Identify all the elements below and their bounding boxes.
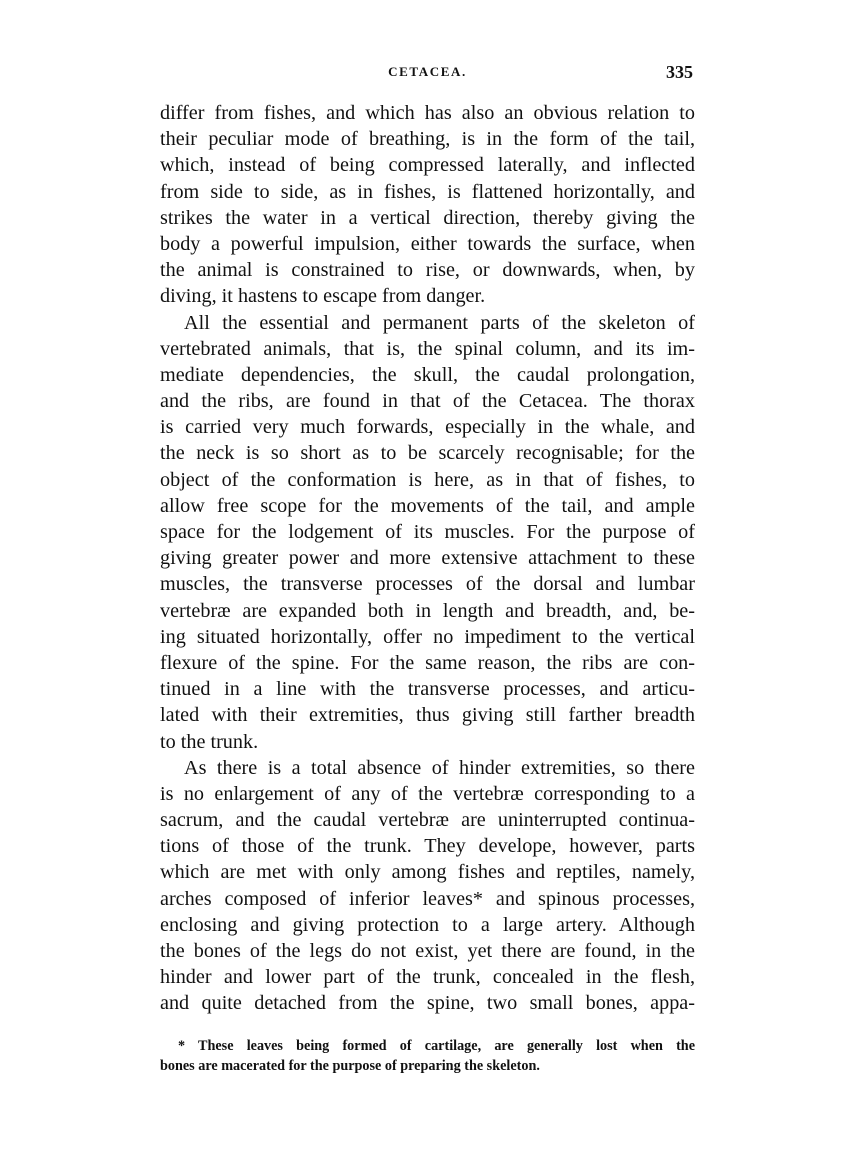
text-line: hinder and lower part of the trunk, concealed in the flesh,: [160, 966, 695, 989]
text-line: is no enlargement of any of the vertebræ corresponding to a: [160, 782, 695, 805]
text-line: from side to side, as in fishes, is flattened horizontally, and: [160, 180, 695, 203]
text-line: enclosing and giving protection to a large artery. Although: [160, 913, 695, 936]
text-line: their peculiar mode of breathing, is in the form of the tail,: [160, 128, 695, 151]
text-line: As there is a total absence of hinder extremities, so there: [184, 756, 695, 779]
text-line: which are met with only among fishes and reptiles, namely,: [160, 861, 695, 884]
text-line: mediate dependencies, the skull, the caudal prolongation,: [160, 363, 695, 386]
running-head: [160, 62, 695, 86]
text-line: lated with their extremities, thus giving still farther breadth: [160, 704, 695, 727]
text-line: is carried very much forwards, especially in the whale, and: [160, 416, 695, 439]
text-line: flexure of the spine. For the same reason, the ribs are con-: [160, 651, 695, 674]
text-line: the bones of the legs do not exist, yet there are found, in the: [160, 940, 695, 962]
page-number: 335: [666, 62, 693, 82]
text-line: the animal is constrained to rise, or downwards, when, by: [160, 259, 695, 282]
text-line: All the essential and permanent parts of the skeleton of: [184, 311, 695, 334]
text-line: vertebrated animals, that is, the spinal column, and its im-: [160, 337, 695, 360]
text-line: vertebræ are expanded both in length and breadth, and, be-: [160, 599, 695, 622]
text-line: arches composed of inferior leaves* and spinous processes,: [160, 887, 695, 910]
text-line: space for the lodgement of its muscles. For the purpose of: [160, 521, 695, 543]
text-line: the neck is so short as to be scarcely recognisable; for the: [160, 442, 695, 465]
running-title: CETACEA.: [388, 64, 467, 79]
text-line: diving, it hastens to escape from danger.: [160, 285, 486, 308]
text-line: and quite detached from the spine, two small bones, appa-: [160, 992, 695, 1015]
text-line: body a powerful impulsion, either towards the surface, when: [160, 232, 695, 255]
text-line: to the trunk.: [160, 730, 259, 753]
text-line: object of the conformation is here, as in that of fishes, to: [160, 468, 695, 491]
footnote: [160, 1036, 695, 1076]
body-text: [160, 100, 695, 1017]
text-line: tinued in a line with the transverse processes, and articu-: [160, 678, 695, 701]
text-line: allow free scope for the movements of the tail, and ample: [160, 494, 695, 517]
footnote-line: bones are macerated for the purpose of preparing the skeleton.: [160, 1058, 540, 1074]
text-line: ing situated horizontally, offer no impediment to the vertical: [160, 625, 695, 648]
text-line: tions of those of the trunk. They develope, however, parts: [160, 835, 695, 858]
text-line: differ from fishes, and which has also an obvious relation to: [160, 102, 695, 124]
text-line: muscles, the transverse processes of the dorsal and lumbar: [160, 573, 695, 596]
footnote-line: * These leaves being formed of cartilage, are generally lost when the: [178, 1038, 695, 1054]
text-line: and the ribs, are found in that of the Cetacea. The thorax: [160, 390, 695, 413]
text-line: strikes the water in a vertical direction, thereby giving the: [160, 206, 695, 229]
text-line: sacrum, and the caudal vertebræ are uninterrupted continua-: [160, 809, 695, 832]
text-line: which, instead of being compressed laterally, and inflected: [160, 154, 695, 177]
text-line: giving greater power and more extensive attachment to these: [160, 547, 695, 570]
